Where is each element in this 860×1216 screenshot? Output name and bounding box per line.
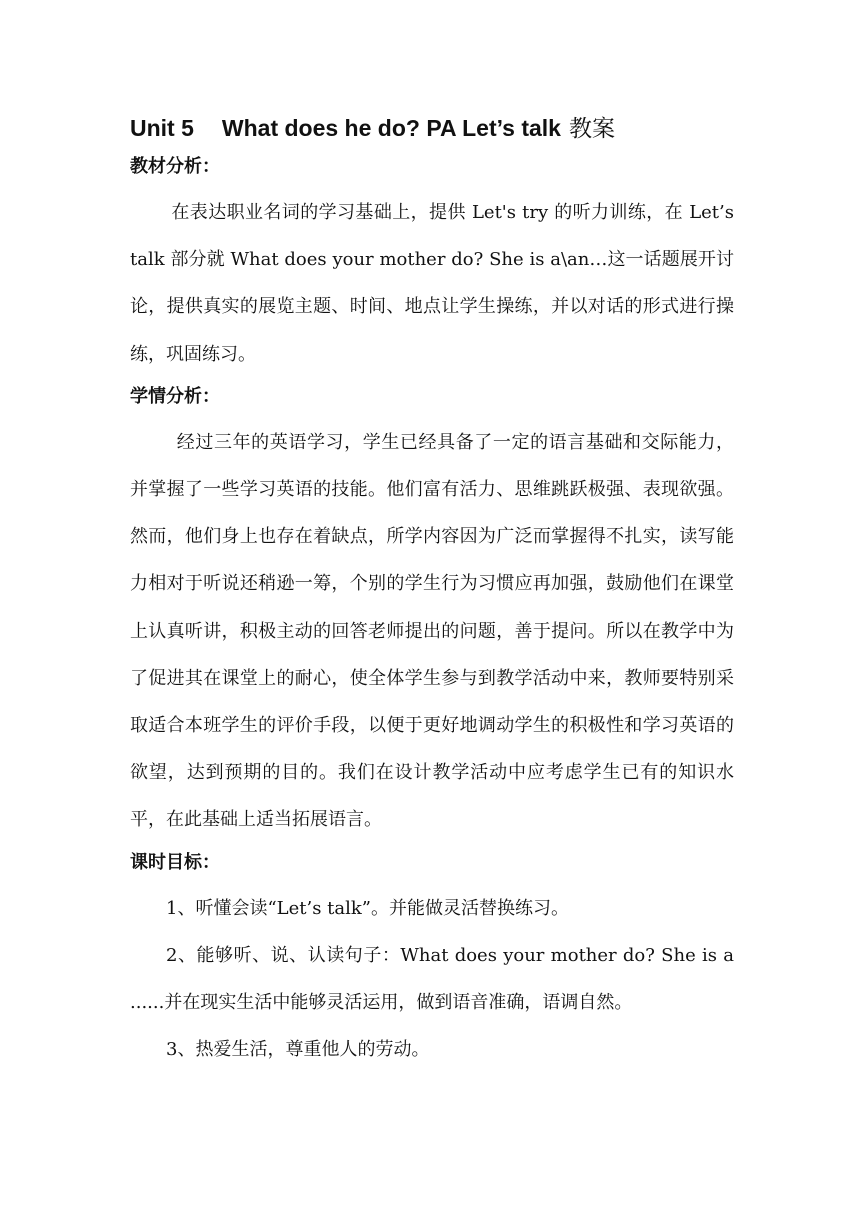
section-heading-lesson-goals: 课时目标： xyxy=(130,851,220,873)
section-heading-student-analysis: 学情分析： xyxy=(130,385,220,407)
goal-item-1: 1、听懂会读“Let’s talk”。并能做灵活替换练习。 xyxy=(166,897,570,919)
title-unit: Unit 5 xyxy=(130,115,194,141)
section-heading-material-analysis: 教材分析： xyxy=(130,156,220,177)
document-body xyxy=(130,108,734,1073)
lesson-goals-list xyxy=(130,885,734,1074)
student-analysis-paragraph: 经过三年的英语学习，学生已经具备了一定的语言基础和交际能力，并掌握了一些学习英语的技能。他们富有活力、思维跳跃极强、表现欲强。然而，他们身上也存在着缺点，所学内容因为广泛而掌握得不扎实，读写能力相对于听说还稍逊一筹，个别的学生行为习惯应再加强，鼓励他们在课堂上认真听讲，积极主动的回答老师提出的问题，善于提问。所以在教学中为了促进其在课堂上的耐心，使全体学生参与到教学活动中来，教师要特别采取适合本班学生的评价手段，以便于更好地调动学生的积极性和学习英语的欲望，达到预期的目的。我们在设计教学活动中应考虑学生已有的知识水平，在此基础上适当拓展语言。 xyxy=(130,431,734,831)
document-title xyxy=(130,108,734,149)
title-suffix: 教案 xyxy=(568,116,615,142)
material-analysis-paragraph: 在表达职业名词的学习基础上，提供 Let's try 的听力训练，在 Let’s talk 部分就 What does your mother do? She is a\an…这一话题展开讨论，提供真实的展览主题、时间、地点让学生操练，并以对话的形式进行操练，巩固练习。 xyxy=(130,202,734,365)
title-lesson: What does he do? PA Let’s talk xyxy=(221,115,561,141)
goal-item-2: 2、能够听、说、认读句子：What does your mother do? She is a ......并在现实生活中能够灵活运用，做到语音准确，语调自然。 xyxy=(130,944,734,1014)
goal-item-3: 3、热爱生活，尊重他人的劳动。 xyxy=(166,1039,430,1061)
